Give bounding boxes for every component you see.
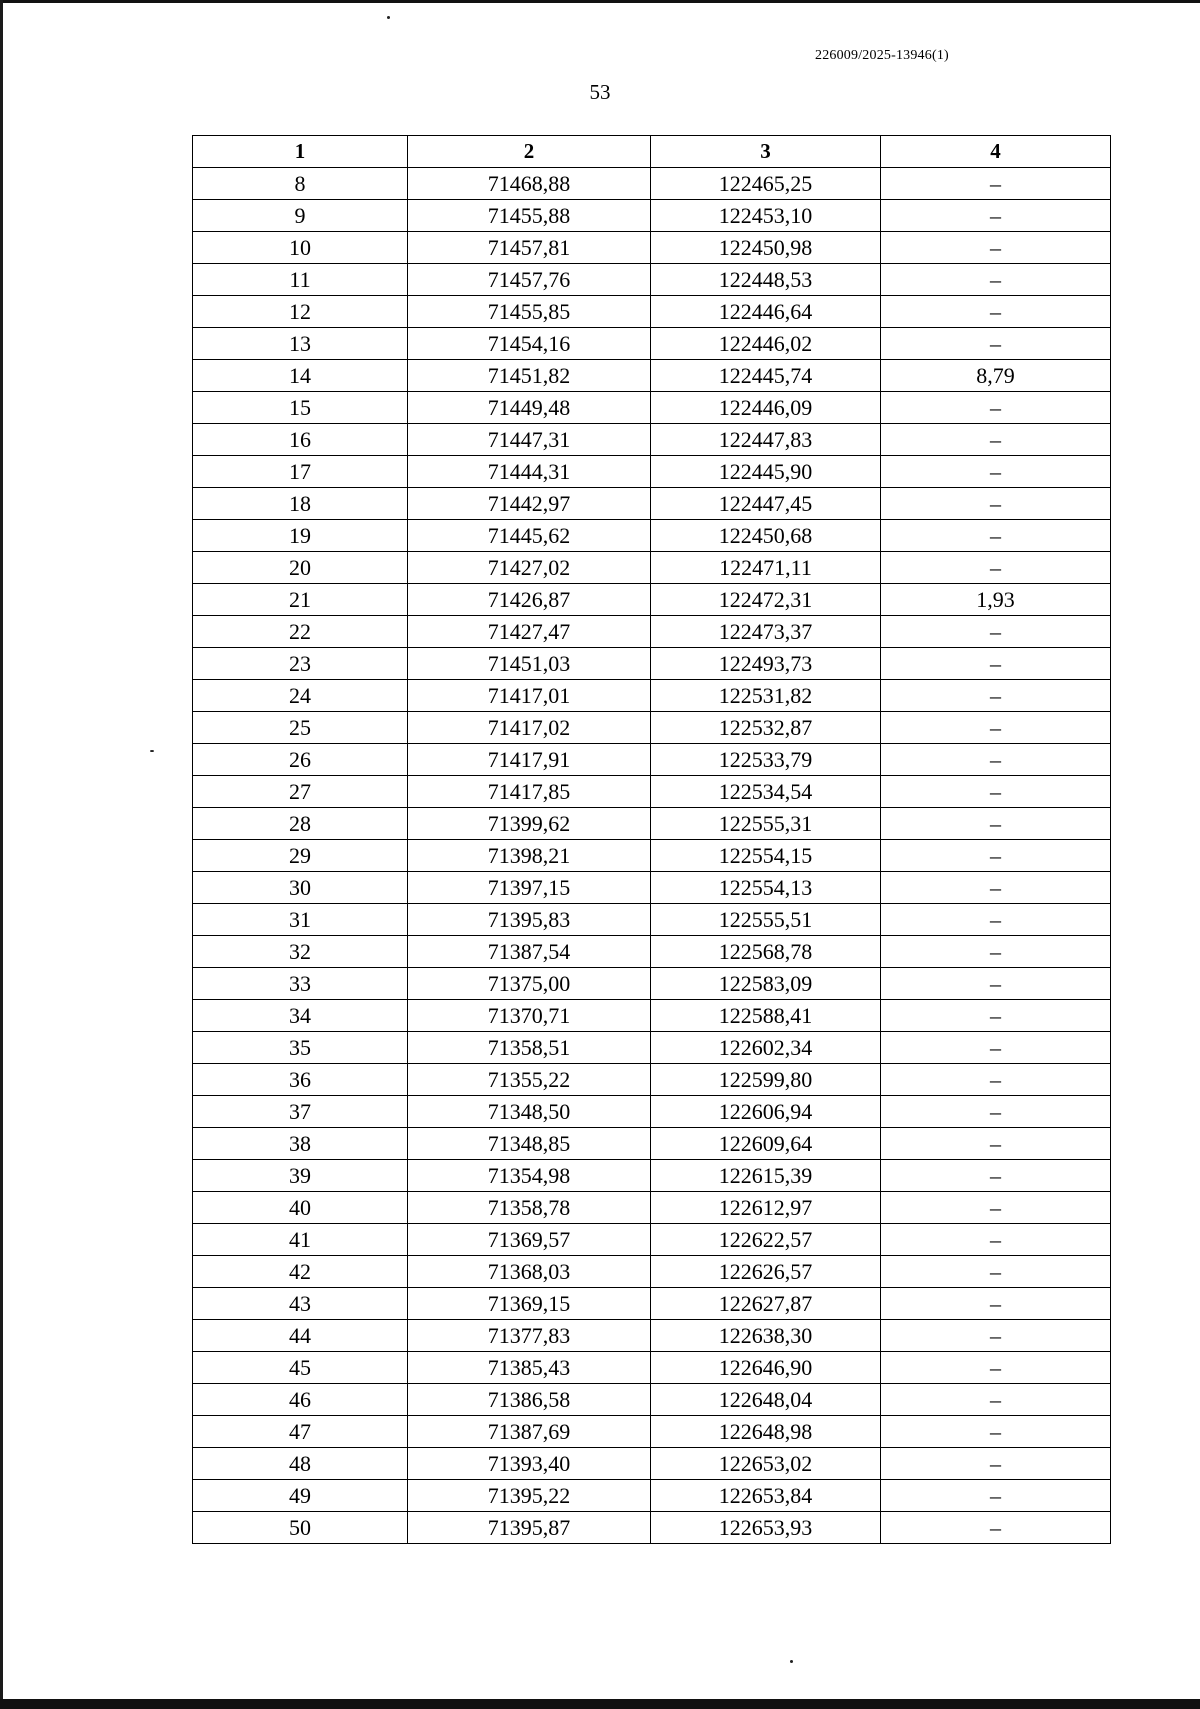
table-row — [193, 1288, 1111, 1320]
table-cell: 122448,53 — [651, 264, 881, 296]
table-header-row — [193, 136, 1111, 168]
table-cell: 9 — [193, 200, 408, 232]
table-cell: 122493,73 — [651, 648, 881, 680]
table-row — [193, 904, 1111, 936]
table-cell: 16 — [193, 424, 408, 456]
table-cell: 122446,09 — [651, 392, 881, 424]
table-cell: 71395,83 — [408, 904, 651, 936]
table-cell: 27 — [193, 776, 408, 808]
table-cell: – — [881, 1512, 1111, 1544]
table-cell: 10 — [193, 232, 408, 264]
table-row — [193, 360, 1111, 392]
table-cell: 71358,78 — [408, 1192, 651, 1224]
table-cell: 42 — [193, 1256, 408, 1288]
table-row — [193, 616, 1111, 648]
table-row — [193, 1480, 1111, 1512]
table-cell: 122653,02 — [651, 1448, 881, 1480]
table-cell: – — [881, 904, 1111, 936]
table-cell: 71442,97 — [408, 488, 651, 520]
table-cell: 37 — [193, 1096, 408, 1128]
table-row — [193, 488, 1111, 520]
table-cell: 122554,15 — [651, 840, 881, 872]
table-cell: 8 — [193, 168, 408, 200]
table-cell: 122638,30 — [651, 1320, 881, 1352]
table-row — [193, 1160, 1111, 1192]
table-row — [193, 1320, 1111, 1352]
table-row — [193, 1224, 1111, 1256]
coordinates-table-container — [192, 135, 1110, 1544]
table-cell: – — [881, 968, 1111, 1000]
table-cell: – — [881, 232, 1111, 264]
table-cell: 122648,04 — [651, 1384, 881, 1416]
table-cell: 122626,57 — [651, 1256, 881, 1288]
table-cell: 71417,85 — [408, 776, 651, 808]
table-cell: – — [881, 296, 1111, 328]
table-cell: 71427,47 — [408, 616, 651, 648]
column-header: 3 — [651, 136, 881, 168]
table-cell: 47 — [193, 1416, 408, 1448]
table-cell: 71451,03 — [408, 648, 651, 680]
table-cell: – — [881, 1160, 1111, 1192]
table-cell: 71354,98 — [408, 1160, 651, 1192]
table-cell: 122473,37 — [651, 616, 881, 648]
table-cell: 122568,78 — [651, 936, 881, 968]
table-cell: 122555,31 — [651, 808, 881, 840]
table-cell: – — [881, 936, 1111, 968]
table-cell: 71398,21 — [408, 840, 651, 872]
table-cell: – — [881, 776, 1111, 808]
table-cell: 71397,15 — [408, 872, 651, 904]
table-cell: 71395,87 — [408, 1512, 651, 1544]
table-cell: 122533,79 — [651, 744, 881, 776]
table-cell: – — [881, 1096, 1111, 1128]
table-cell: 122447,45 — [651, 488, 881, 520]
table-row — [193, 680, 1111, 712]
table-row — [193, 328, 1111, 360]
table-cell: – — [881, 168, 1111, 200]
table-cell: – — [881, 680, 1111, 712]
table-cell: 44 — [193, 1320, 408, 1352]
table-row — [193, 808, 1111, 840]
table-cell: 122453,10 — [651, 200, 881, 232]
table-cell: 23 — [193, 648, 408, 680]
table-cell: 71417,01 — [408, 680, 651, 712]
table-cell: 50 — [193, 1512, 408, 1544]
table-cell: 15 — [193, 392, 408, 424]
table-cell: 40 — [193, 1192, 408, 1224]
table-cell: 71368,03 — [408, 1256, 651, 1288]
table-cell: 49 — [193, 1480, 408, 1512]
table-cell: – — [881, 1000, 1111, 1032]
table-row — [193, 648, 1111, 680]
table-cell: 29 — [193, 840, 408, 872]
table-row — [193, 552, 1111, 584]
table-cell: 17 — [193, 456, 408, 488]
table-row — [193, 776, 1111, 808]
table-cell: 122653,84 — [651, 1480, 881, 1512]
table-cell: 122646,90 — [651, 1352, 881, 1384]
table-cell: 71387,54 — [408, 936, 651, 968]
table-row — [193, 872, 1111, 904]
table-row — [193, 200, 1111, 232]
table-cell: – — [881, 328, 1111, 360]
table-cell: 71387,69 — [408, 1416, 651, 1448]
table-cell: 122531,82 — [651, 680, 881, 712]
table-cell: 71457,81 — [408, 232, 651, 264]
table-cell: 35 — [193, 1032, 408, 1064]
table-row — [193, 1352, 1111, 1384]
table-cell: – — [881, 1480, 1111, 1512]
table-cell: – — [881, 488, 1111, 520]
table-row — [193, 392, 1111, 424]
table-cell: 12 — [193, 296, 408, 328]
table-cell: 24 — [193, 680, 408, 712]
table-cell: 13 — [193, 328, 408, 360]
table-row — [193, 520, 1111, 552]
table-cell: 71454,16 — [408, 328, 651, 360]
table-cell: 22 — [193, 616, 408, 648]
table-cell: – — [881, 1192, 1111, 1224]
table-row — [193, 296, 1111, 328]
table-cell: 122472,31 — [651, 584, 881, 616]
table-cell: 122465,25 — [651, 168, 881, 200]
table-row — [193, 968, 1111, 1000]
table-cell: 71449,48 — [408, 392, 651, 424]
table-row — [193, 1416, 1111, 1448]
column-header: 4 — [881, 136, 1111, 168]
table-cell: – — [881, 1224, 1111, 1256]
table-body — [193, 168, 1111, 1544]
table-cell: 122554,13 — [651, 872, 881, 904]
table-cell: 25 — [193, 712, 408, 744]
table-cell: – — [881, 456, 1111, 488]
column-header: 1 — [193, 136, 408, 168]
table-row — [193, 1384, 1111, 1416]
table-cell: – — [881, 1256, 1111, 1288]
table-cell: 122445,90 — [651, 456, 881, 488]
page-number: 53 — [589, 80, 611, 104]
table-cell: 122648,98 — [651, 1416, 881, 1448]
table-cell: 14 — [193, 360, 408, 392]
table-row — [193, 424, 1111, 456]
table-cell: 122446,02 — [651, 328, 881, 360]
coordinates-table — [192, 135, 1111, 1544]
table-cell: 71455,88 — [408, 200, 651, 232]
table-row — [193, 840, 1111, 872]
table-cell: – — [881, 1032, 1111, 1064]
column-header: 2 — [408, 136, 651, 168]
table-row — [193, 1192, 1111, 1224]
table-cell: 71468,88 — [408, 168, 651, 200]
table-cell: 71385,43 — [408, 1352, 651, 1384]
table-cell: 122612,97 — [651, 1192, 881, 1224]
scan-speck — [387, 16, 390, 19]
table-cell: – — [881, 1416, 1111, 1448]
table-cell: 71348,50 — [408, 1096, 651, 1128]
table-cell: – — [881, 552, 1111, 584]
table-cell: – — [881, 744, 1111, 776]
table-cell: – — [881, 1064, 1111, 1096]
table-cell: – — [881, 1288, 1111, 1320]
table-cell: 31 — [193, 904, 408, 936]
table-cell: 71348,85 — [408, 1128, 651, 1160]
table-cell: 11 — [193, 264, 408, 296]
scan-edge-bottom — [0, 1699, 1200, 1709]
table-cell: 71370,71 — [408, 1000, 651, 1032]
table-cell: – — [881, 840, 1111, 872]
table-cell: 30 — [193, 872, 408, 904]
table-row — [193, 1256, 1111, 1288]
table-row — [193, 1512, 1111, 1544]
table-cell: – — [881, 808, 1111, 840]
table-row — [193, 1032, 1111, 1064]
table-row — [193, 584, 1111, 616]
table-cell: 71399,62 — [408, 808, 651, 840]
table-cell: 1,93 — [881, 584, 1111, 616]
table-row — [193, 264, 1111, 296]
table-cell: 71417,91 — [408, 744, 651, 776]
table-cell: 122445,74 — [651, 360, 881, 392]
table-cell: 46 — [193, 1384, 408, 1416]
scan-speck — [150, 750, 154, 752]
table-row — [193, 744, 1111, 776]
scan-speck — [790, 1660, 793, 1663]
document-id: 226009/2025-13946(1) — [815, 48, 949, 63]
table-cell: 45 — [193, 1352, 408, 1384]
table-cell: 71393,40 — [408, 1448, 651, 1480]
table-cell: – — [881, 648, 1111, 680]
table-cell: 21 — [193, 584, 408, 616]
table-row — [193, 1096, 1111, 1128]
table-cell: 8,79 — [881, 360, 1111, 392]
table-cell: 26 — [193, 744, 408, 776]
table-cell: 36 — [193, 1064, 408, 1096]
table-row — [193, 936, 1111, 968]
table-cell: 122609,64 — [651, 1128, 881, 1160]
table-cell: – — [881, 616, 1111, 648]
table-row — [193, 232, 1111, 264]
table-cell: – — [881, 200, 1111, 232]
table-cell: 48 — [193, 1448, 408, 1480]
table-cell: 122615,39 — [651, 1160, 881, 1192]
table-cell: 122450,68 — [651, 520, 881, 552]
table-cell: 122532,87 — [651, 712, 881, 744]
table-cell: – — [881, 872, 1111, 904]
table-cell: 20 — [193, 552, 408, 584]
table-cell: – — [881, 1128, 1111, 1160]
table-row — [193, 1000, 1111, 1032]
table-row — [193, 1128, 1111, 1160]
table-cell: 71445,62 — [408, 520, 651, 552]
table-row — [193, 1064, 1111, 1096]
table-cell: – — [881, 1384, 1111, 1416]
table-cell: 71358,51 — [408, 1032, 651, 1064]
table-cell: 122606,94 — [651, 1096, 881, 1128]
scan-edge-left — [0, 0, 3, 1709]
table-cell: – — [881, 424, 1111, 456]
table-cell: 71426,87 — [408, 584, 651, 616]
table-cell: 122588,41 — [651, 1000, 881, 1032]
table-cell: 32 — [193, 936, 408, 968]
table-cell: 34 — [193, 1000, 408, 1032]
table-cell: 71444,31 — [408, 456, 651, 488]
table-row — [193, 1448, 1111, 1480]
table-cell: – — [881, 1352, 1111, 1384]
table-cell: 71457,76 — [408, 264, 651, 296]
table-cell: 71395,22 — [408, 1480, 651, 1512]
table-cell: 122622,57 — [651, 1224, 881, 1256]
table-row — [193, 712, 1111, 744]
table-cell: 71447,31 — [408, 424, 651, 456]
table-cell: 28 — [193, 808, 408, 840]
table-cell: – — [881, 1320, 1111, 1352]
table-cell: 122583,09 — [651, 968, 881, 1000]
table-row — [193, 168, 1111, 200]
table-cell: 71417,02 — [408, 712, 651, 744]
table-cell: 41 — [193, 1224, 408, 1256]
scan-edge-top — [0, 0, 1200, 3]
table-cell: 71386,58 — [408, 1384, 651, 1416]
table-cell: 122447,83 — [651, 424, 881, 456]
table-cell: 122653,93 — [651, 1512, 881, 1544]
table-cell: 71377,83 — [408, 1320, 651, 1352]
table-cell: 43 — [193, 1288, 408, 1320]
table-cell: 71455,85 — [408, 296, 651, 328]
table-cell: 71355,22 — [408, 1064, 651, 1096]
table-cell: 122534,54 — [651, 776, 881, 808]
table-cell: – — [881, 392, 1111, 424]
table-cell: 122602,34 — [651, 1032, 881, 1064]
table-row — [193, 456, 1111, 488]
table-cell: 33 — [193, 968, 408, 1000]
table-cell: 122446,64 — [651, 296, 881, 328]
table-cell: 122627,87 — [651, 1288, 881, 1320]
table-cell: 39 — [193, 1160, 408, 1192]
table-cell: 71375,00 — [408, 968, 651, 1000]
table-cell: – — [881, 712, 1111, 744]
table-cell: 122555,51 — [651, 904, 881, 936]
table-cell: 71451,82 — [408, 360, 651, 392]
table-cell: 122450,98 — [651, 232, 881, 264]
table-cell: 19 — [193, 520, 408, 552]
table-cell: – — [881, 264, 1111, 296]
table-cell: 122599,80 — [651, 1064, 881, 1096]
table-cell: 71369,15 — [408, 1288, 651, 1320]
table-cell: – — [881, 520, 1111, 552]
table-cell: 71369,57 — [408, 1224, 651, 1256]
table-cell: 18 — [193, 488, 408, 520]
table-cell: 122471,11 — [651, 552, 881, 584]
table-cell: 71427,02 — [408, 552, 651, 584]
table-cell: 38 — [193, 1128, 408, 1160]
table-cell: – — [881, 1448, 1111, 1480]
